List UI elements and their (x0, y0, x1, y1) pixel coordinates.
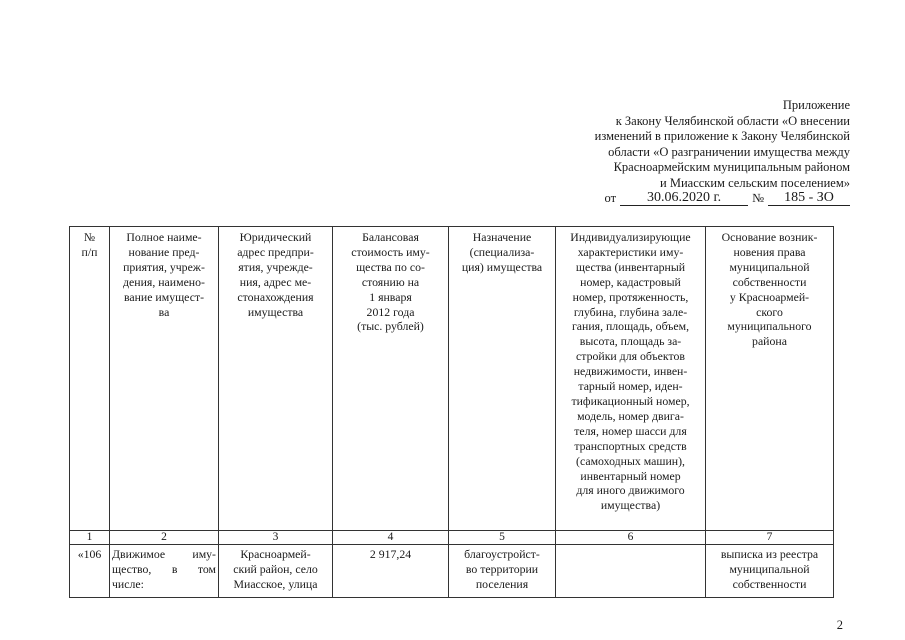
page-number: 2 (836, 618, 843, 632)
from-label: от (604, 191, 617, 205)
table-row (70, 545, 834, 598)
header-cell-name: Полное наиме- нование пред- приятия, учреж- дения, наимено- вание имущест- ва (110, 227, 219, 531)
header-cell-address: Юридический адрес предпри- ятия, учрежде- ния, адрес ме- стонахождения имущества (219, 227, 333, 531)
header-cell-purpose: Назначение (специализа- ция) имущества (449, 227, 556, 531)
row-number: «106 (70, 545, 110, 598)
row-basis: выписка из реестра муниципальной собственности (706, 545, 834, 598)
header-line: Красноармейским муниципальным районом (613, 160, 850, 175)
law-date: 30.06.2020 г. (620, 191, 748, 206)
table-header-row (70, 227, 834, 531)
header-line: и Миасским сельским поселением» (660, 175, 850, 190)
row-purpose: благоустройст- во территории поселения (449, 545, 556, 598)
header-line: к Закону Челябинской области «О внесении (615, 113, 850, 128)
column-number: 1 (70, 531, 110, 545)
column-number: 2 (110, 531, 219, 545)
header-cell-value: Балансовая стоимость иму- щества по со- стоянию на 1 января 2012 года (тыс. рублей) (333, 227, 449, 531)
law-number: 185 - ЗО (768, 191, 850, 206)
header-cell-number: № п/п (70, 227, 110, 531)
header-line: области «О разграничении имущества между (608, 144, 850, 159)
header-line: изменений в приложение к Закону Челябинской (594, 129, 850, 144)
column-number: 7 (706, 531, 834, 545)
column-number-row (70, 531, 834, 545)
row-address: Красноармей- ский район, село Миасское, улица (219, 545, 333, 598)
column-number: 5 (449, 531, 556, 545)
header-cell-basis: Основание возник- новения права муниципальной собственности у Красноармей- ского муниципального района (706, 227, 834, 531)
column-number: 3 (219, 531, 333, 545)
law-date-number (605, 191, 851, 206)
column-number: 6 (556, 531, 706, 545)
header-line: Приложение (782, 98, 850, 112)
property-table (69, 226, 834, 598)
row-characteristics (556, 545, 706, 598)
row-name: Движимое иму- щество, в том числе: (110, 545, 219, 598)
column-number: 4 (333, 531, 449, 545)
appendix-header (520, 98, 850, 192)
row-value: 2 917,24 (333, 545, 449, 598)
header-cell-characteristics: Индивидуализирующие характеристики иму- щества (инвентарный номер, кадастровый номер, протяженность, глубина, глубина зале- гания, площадь, объем, высота, площадь за- стройки для объектов недвижимости, инвен- тарный номер, иден- тификационный номер, модель, номер двига- теля, номер шасси для транспортных средств (самоходных машин), инвентарный номер для иного движимого имущества) (556, 227, 706, 531)
number-label: № (752, 191, 764, 205)
